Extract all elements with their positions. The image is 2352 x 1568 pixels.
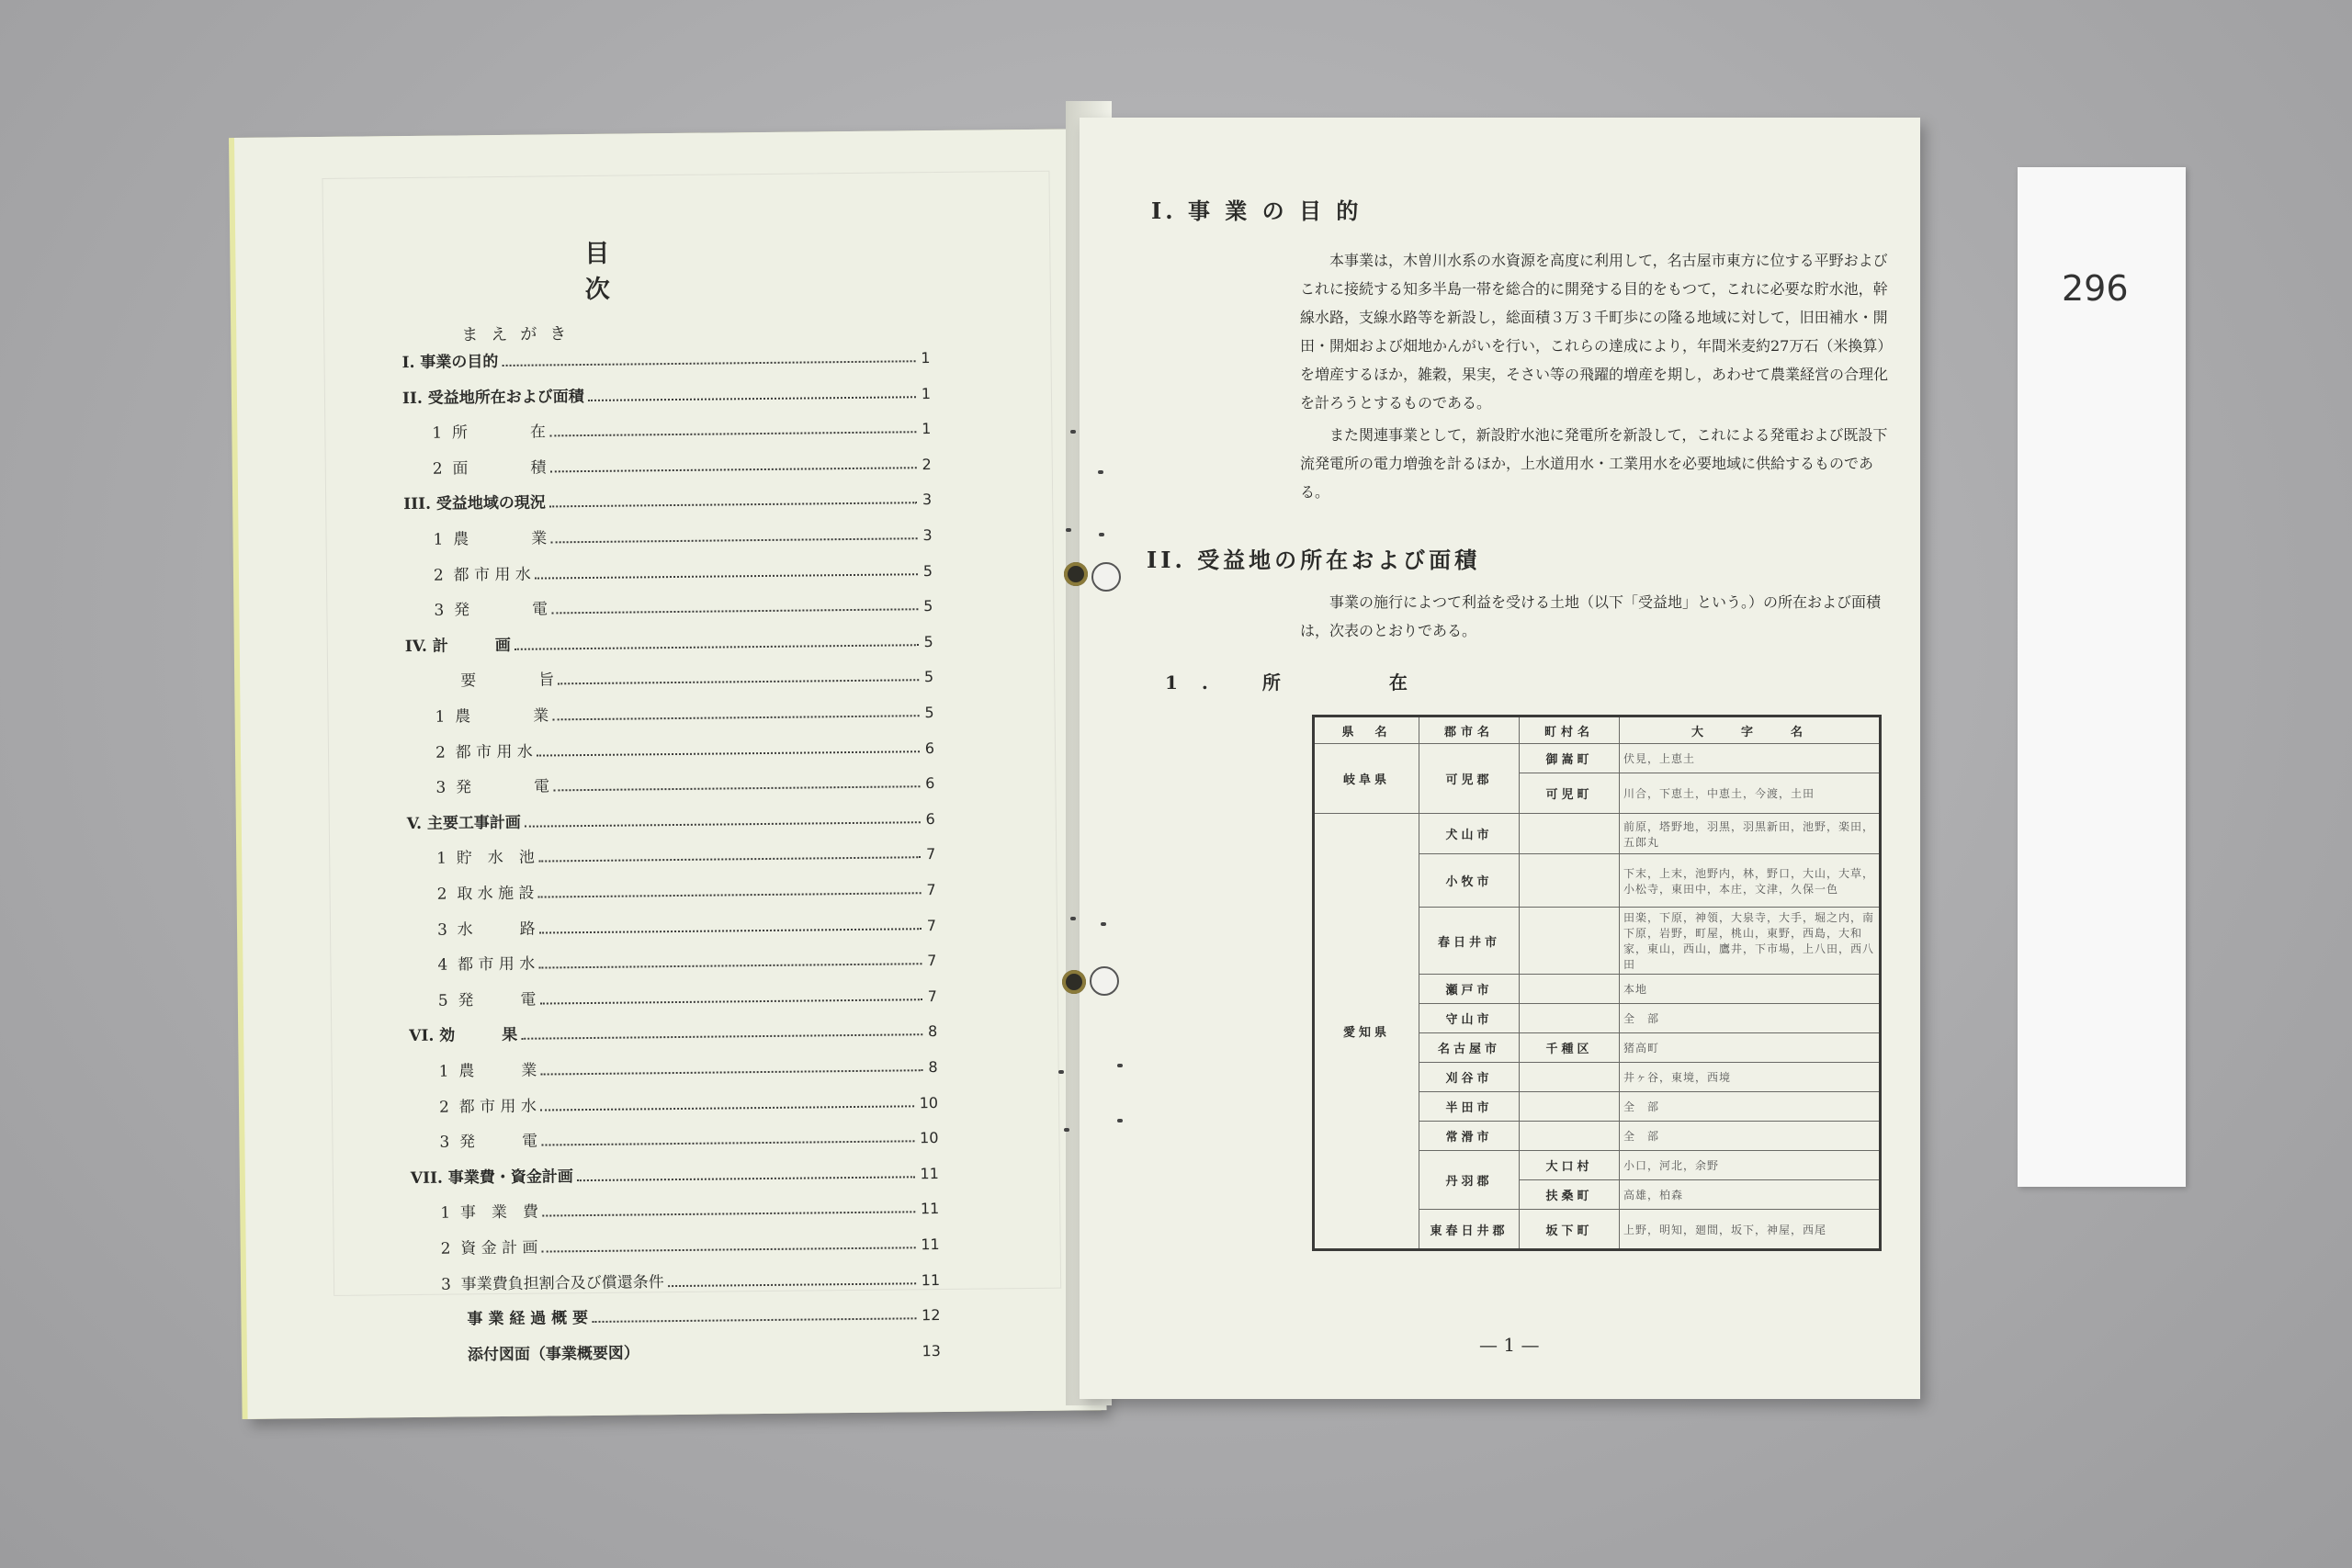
toc-leader-dots [535, 573, 918, 579]
toc-entry-page: 11 [921, 1270, 941, 1289]
toc-entry-label: 3 発 電 [439, 1132, 538, 1152]
cell-oaza: 小口，河北，余野 [1620, 1151, 1881, 1180]
cell-county-city: 瀬戸市 [1419, 975, 1520, 1004]
toc-entry-page: 6 [924, 739, 935, 757]
toc-entry-page: 11 [921, 1235, 940, 1254]
toc-entry-page: 10 [919, 1129, 939, 1147]
cell-county-city: 東春日井郡 [1419, 1210, 1520, 1250]
toc-leader-dots [549, 467, 916, 472]
cell-town-village [1520, 1063, 1620, 1092]
toc-entry-label: I. 事業の目的 [401, 353, 499, 373]
toc-leader-dots [668, 1282, 916, 1287]
section2-heading: II. 受益地の所在および面積 [1147, 547, 1481, 573]
cell-prefecture: 岐阜県 [1314, 744, 1419, 814]
cell-town-village: 扶桑町 [1520, 1180, 1620, 1210]
toc-leader-dots [525, 821, 921, 828]
toc-leader-dots [588, 396, 916, 401]
binding-hole [1091, 562, 1121, 592]
staple-mark [1117, 1064, 1123, 1067]
toc-entry-page: 7 [927, 952, 937, 970]
cell-oaza: 高雄，柏森 [1620, 1180, 1881, 1210]
toc-leader-dots [538, 963, 922, 968]
toc-entry-page: 1 [922, 420, 932, 438]
cell-county-city: 丹羽郡 [1419, 1151, 1520, 1210]
toc-entry-label: 4 都 市 用 水 [437, 954, 536, 975]
toc-entry-page: 12 [922, 1306, 941, 1325]
toc-entry-label: 添付図面（事業概要図） [467, 1344, 639, 1365]
toc-entry-label: 1 農 業 [433, 529, 548, 549]
toc-entry-page: 6 [925, 809, 935, 828]
toc-leader-dots [558, 680, 919, 685]
toc-entry [467, 1301, 940, 1328]
toc-leader-dots [551, 608, 918, 614]
cell-town-village: 大口村 [1520, 1151, 1620, 1180]
header-county-city: 郡市名 [1419, 716, 1520, 744]
toc-leader-dots [521, 1034, 922, 1041]
table-row [1314, 814, 1881, 854]
cell-town-village [1520, 1004, 1620, 1033]
toc-entry-label: 1 農 業 [438, 1061, 537, 1081]
toc-leader-dots [537, 750, 920, 756]
toc-leader-dots [540, 998, 922, 1004]
toc-leader-dots [539, 928, 922, 933]
toc-entry-label: 事 業 経 過 概 要 [467, 1309, 589, 1329]
toc-entry-label: IV. 計 画 [404, 636, 511, 656]
cell-county-city: 可児郡 [1419, 744, 1520, 814]
toc-entry-label: 3 水 路 [436, 919, 536, 940]
cell-town-village [1520, 814, 1620, 854]
cell-oaza: 猪高町 [1620, 1033, 1881, 1063]
toc-title: 目 次 [584, 236, 855, 305]
cell-oaza: 全 部 [1620, 1092, 1881, 1122]
staple-mark [1098, 470, 1103, 474]
toc-entry-page: 3 [922, 491, 933, 509]
cell-county-city: 守山市 [1419, 1004, 1520, 1033]
toc-entry-page: 8 [927, 1022, 938, 1041]
cell-prefecture: 愛知県 [1314, 814, 1419, 1250]
toc-entry-page: 5 [924, 704, 934, 722]
cell-county-city: 名古屋市 [1419, 1033, 1520, 1063]
toc-leader-dots [541, 1140, 914, 1145]
cell-town-village [1520, 1092, 1620, 1122]
page-number: — 1 — [1479, 1334, 1540, 1356]
toc-leader-dots [592, 1317, 916, 1323]
toc-leader-dots [643, 1355, 917, 1358]
cell-oaza: 本地 [1620, 975, 1881, 1004]
toc-entry-label: V. 主要工事計画 [406, 813, 521, 833]
toc-entry-page: 2 [922, 455, 932, 473]
toc-entry-page: 3 [922, 526, 933, 545]
cell-town-village [1520, 854, 1620, 908]
toc-entry-page: 7 [926, 916, 937, 934]
staple-mark [1101, 922, 1106, 926]
cell-town-village: 千種区 [1520, 1033, 1620, 1063]
toc-entry-label: 2 取 水 施 設 [436, 884, 535, 904]
toc-entry-page: 11 [920, 1164, 939, 1183]
header-town-village: 町村名 [1520, 716, 1620, 744]
toc-entry-page: 5 [923, 632, 933, 650]
staple-mark [1117, 1119, 1123, 1122]
cell-town-village: 御嵩町 [1520, 744, 1620, 773]
toc-entry-label: 1 農 業 [435, 706, 549, 727]
section1-paragraph1: 本事業は，木曽川水系の水資源を高度に利用して，名古屋市東方に位する平野およびこれに接続する知多半島一帯を総合的に開発する目的をもつて，これに必要な貯水池，幹線水路，支線水路等を新設し，総面積３万３千町歩にの隆る地域に対して，旧田補水・開田・開畑および畑地かんがいを行い，これらの達成により，年間米麦約27万石（米換算）を増産するほか，雑穀，果実，そさい等の飛躍的増産を期し，あわせて農業経営の合理化を計ろうとするものである。 [1300, 252, 1889, 412]
toc-entry-label: 3 発 電 [434, 600, 548, 620]
header-oaza: 大 字 名 [1620, 716, 1881, 744]
toc-entry-page: 10 [919, 1093, 939, 1111]
toc-entry-label: VI. 効 果 [409, 1026, 518, 1046]
toc-leader-dots [502, 360, 915, 367]
toc-leader-dots [542, 1247, 916, 1252]
cell-town-village [1520, 975, 1620, 1004]
toc-entry-page: 7 [925, 845, 936, 863]
cell-town-village: 坂下町 [1520, 1210, 1620, 1250]
toc-leader-dots [540, 1105, 914, 1111]
section1-paragraph2: また関連事業として，新設貯水池に発電所を新設して，これによる発電および既設下流発電所の電力増強を計るほか，上水道用水・工業用水を必要地域に供給するものである。 [1300, 426, 1888, 501]
toc-entry-label: 2 面 積 [432, 458, 547, 479]
toc-entry-page: 7 [927, 987, 937, 1005]
cell-county-city: 小牧市 [1419, 854, 1520, 908]
toc-entry-page: 5 [923, 597, 933, 615]
toc-entry-label: 2 資 金 計 画 [440, 1238, 538, 1258]
toc-entry-page: 7 [926, 881, 936, 899]
toc-preface: まえがき [461, 324, 580, 345]
cell-town-village [1520, 908, 1620, 975]
cell-county-city: 半田市 [1419, 1092, 1520, 1122]
toc-leader-dots [549, 431, 916, 436]
toc-leader-dots [577, 1176, 915, 1181]
toc-entry-label: 2 都 市 用 水 [433, 565, 531, 585]
cell-oaza: 井ヶ谷，東境，西境 [1620, 1063, 1881, 1092]
staple-mark [1066, 528, 1071, 532]
binding-hole [1090, 966, 1119, 996]
cell-county-city: 刈谷市 [1419, 1063, 1520, 1092]
toc-leader-dots [538, 857, 921, 863]
toc-leader-dots [514, 644, 919, 650]
toc-entry-label: VII. 事業費・資金計画 [410, 1167, 573, 1188]
toc-entry-label: II. 受益地所在および面積 [401, 387, 584, 408]
header-prefecture: 県 名 [1314, 716, 1419, 744]
staple-mark [1070, 917, 1076, 920]
staple-mark [1070, 430, 1076, 434]
toc-entry-label: 2 都 市 用 水 [435, 742, 533, 762]
table-header-row [1314, 716, 1881, 744]
toc-leader-dots [552, 715, 919, 720]
toc-leader-dots [553, 785, 920, 791]
toc-entry-page: 5 [923, 668, 934, 686]
cell-town-village: 可児町 [1520, 773, 1620, 814]
toc-entry-page: 8 [928, 1058, 938, 1077]
cell-town-village [1520, 1122, 1620, 1151]
binding-hole [1064, 562, 1088, 586]
cell-oaza: 全 部 [1620, 1122, 1881, 1151]
toc-entry-page: 13 [922, 1341, 941, 1360]
cell-oaza: 伏見，上恵土 [1620, 744, 1881, 773]
cell-county-city: 犬山市 [1419, 814, 1520, 854]
left-page [234, 129, 1107, 1419]
toc-entry-page: 1 [921, 349, 931, 367]
toc-entry-label: 3 事業費負担割合及び償還条件 [440, 1272, 664, 1294]
toc-leader-dots [540, 1069, 922, 1075]
toc-entry-label: 要 旨 [460, 671, 555, 691]
cell-oaza: 上野，明知，廻間，坂下，神屋，西尾 [1620, 1210, 1881, 1250]
toc-entry-label: 5 発 電 [437, 990, 537, 1010]
cell-county-city: 常滑市 [1419, 1122, 1520, 1151]
toc-entry [468, 1337, 941, 1364]
table-row [1314, 744, 1881, 773]
toc-entry-label: 3 発 電 [435, 777, 550, 797]
cell-oaza: 川合，下恵土，中恵土，今渡，土田 [1620, 773, 1881, 814]
staple-mark [1058, 1070, 1064, 1074]
cell-county-city: 春日井市 [1419, 908, 1520, 975]
section2-paragraph: 事業の施行によつて利益を受ける土地（以下「受益地」という。）の所在および面積は，次表のとおりである。 [1300, 593, 1882, 639]
toc-leader-dots [550, 537, 917, 543]
toc-entry-page: 6 [925, 774, 935, 793]
cell-oaza: 前原，塔野地，羽黒，羽黒新田，池野，楽田，五郎丸 [1620, 814, 1881, 854]
toc-entry-page: 11 [920, 1200, 940, 1218]
subsection-location-heading: 1. 所 在 [1165, 671, 1431, 694]
cell-oaza: 全 部 [1620, 1004, 1881, 1033]
staple-mark [1099, 533, 1104, 536]
toc-entry-page: 1 [921, 384, 932, 402]
cell-oaza: 田楽，下原，神領，大泉寺，大手，堀之内，南下原，岩野，町屋，桃山，東野，西島，大和家，東山，西山，鷹井，下市場，上八田，西八田 [1620, 908, 1881, 975]
section1-heading: I. 事 業 の 目 的 [1151, 197, 1363, 224]
catalog-tag [2018, 167, 2186, 1187]
location-table [1312, 715, 1882, 1251]
toc-entry-label: 1 貯 水 池 [436, 849, 535, 869]
catalog-number: 296 [2062, 268, 2129, 309]
binding-hole [1062, 970, 1086, 994]
toc-entry-label: 2 都 市 用 水 [438, 1097, 537, 1117]
toc-entry-page: 5 [922, 561, 933, 580]
toc-entry-label: 1 所 在 [432, 423, 547, 443]
toc-leader-dots [549, 502, 917, 508]
toc-leader-dots [538, 892, 922, 897]
cell-oaza: 下末，上末，池野内，林，野口，大山，大草，小松寺，東田中，本庄，文津，久保一色 [1620, 854, 1881, 908]
toc-entry-label: 1 事 業 費 [440, 1202, 538, 1224]
staple-mark [1064, 1128, 1069, 1132]
toc-leader-dots [542, 1212, 915, 1217]
toc-entry-label: III. 受益地域の現況 [403, 493, 546, 514]
